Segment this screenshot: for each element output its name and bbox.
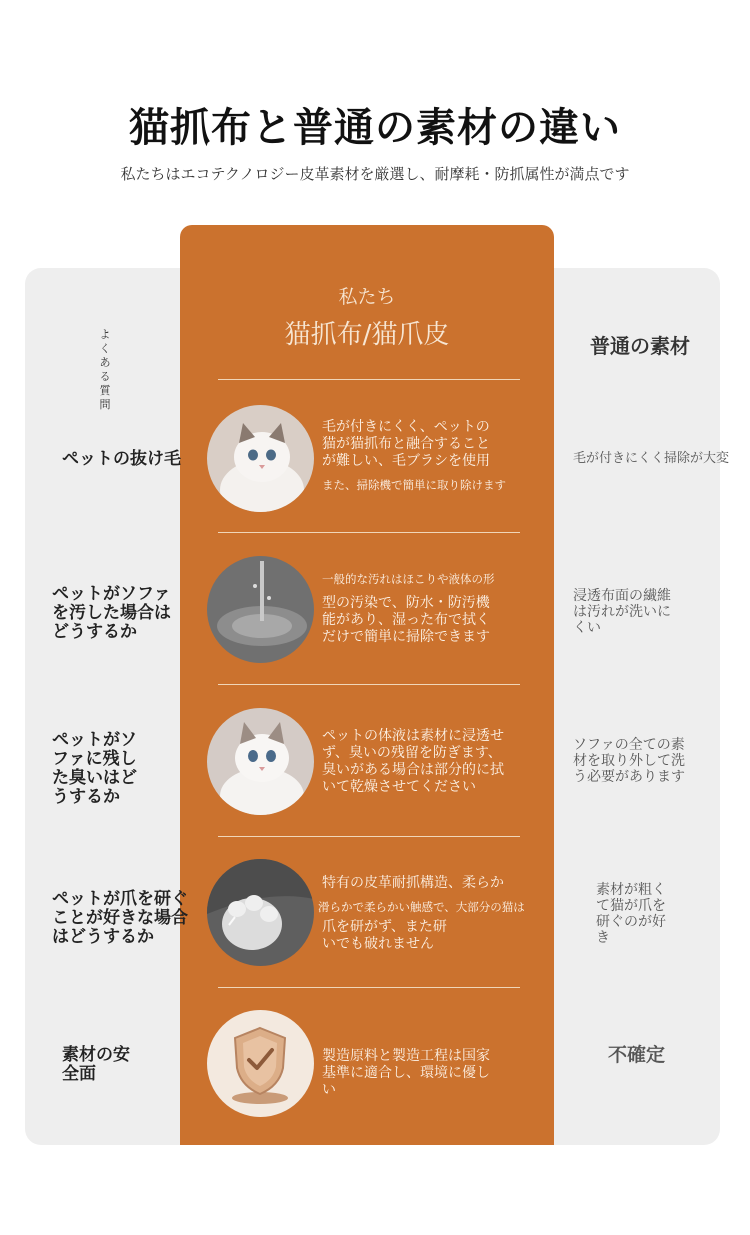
left-question: ペットがソファを汚した場合はどうするか (52, 584, 171, 642)
row-image (207, 556, 314, 663)
ours-column-header: 猫抓布/猫爪皮 (284, 320, 450, 350)
other-answer: 毛が付きにくく掃除が大変 (573, 451, 730, 466)
left-question: ペットの抜け毛 (62, 449, 181, 469)
row-image (207, 708, 314, 815)
water-splash-photo (207, 556, 314, 663)
divider (218, 379, 520, 380)
row-image (207, 405, 314, 512)
cat-photo (207, 708, 314, 815)
row-image (207, 1010, 314, 1117)
left-question: ペットが爪を研ぐことが好きな場合はどうするか (52, 889, 188, 947)
cat-paw-photo (207, 859, 314, 966)
other-answer: ソファの全ての素材を取り外して洗う必要があります (573, 737, 685, 785)
left-question: ペットがソファに残した臭いはどうするか (52, 730, 137, 807)
row-image (207, 859, 314, 966)
left-question: 素材の安全面 (62, 1045, 130, 1084)
page-subtitle: 私たちはエコテクノロジー皮革素材を厳選し、耐摩耗・防抓属性が満点です (120, 165, 630, 183)
divider (218, 532, 520, 533)
other-column-header: 普通の素材 (590, 334, 690, 358)
other-answer: 浸透布面の繊維は汚れが洗いにくい (573, 588, 671, 636)
ours-answer: 特有の皮革耐抓構造、柔らか 滑らかで柔らかい触感で、大部分の猫は 爪を研がず、また研 いでも破れません (318, 875, 525, 952)
cat-photo (207, 405, 314, 512)
faq-column-label: よくある質問 (99, 328, 111, 411)
divider (218, 684, 520, 685)
divider (218, 987, 520, 988)
other-answer: 素材が粗くて猫が爪を研ぐのが好き (596, 882, 666, 946)
shield-check-icon (207, 1010, 314, 1117)
other-answer: 不確定 (608, 1044, 666, 1066)
ours-answer: 一般的な汚れはほこりや液体の形 型の汚染で、防水・防汚機 能があり、湿った布で拭く だけで簡単に掃除できます (322, 572, 495, 645)
ours-answer: 製造原料と製造工程は国家 基準に適合し、環境に優し い (322, 1048, 490, 1098)
ours-answer: 毛が付きにくく、ペットの 猫が猫抓布と融合すること が難しい、毛ブラシを使用 また、掃除機で簡単に取り除けます (322, 419, 506, 492)
divider (218, 836, 520, 837)
page-title: 猫抓布と普通の素材の違い (129, 105, 621, 151)
ours-column (180, 225, 554, 1145)
ours-column-subheader: 私たち (338, 286, 396, 308)
ours-answer: ペットの体液は素材に浸透せ ず、臭いの残留を防ぎます、 臭いがある場合は部分的に拭 いて乾燥させてください (322, 728, 504, 795)
